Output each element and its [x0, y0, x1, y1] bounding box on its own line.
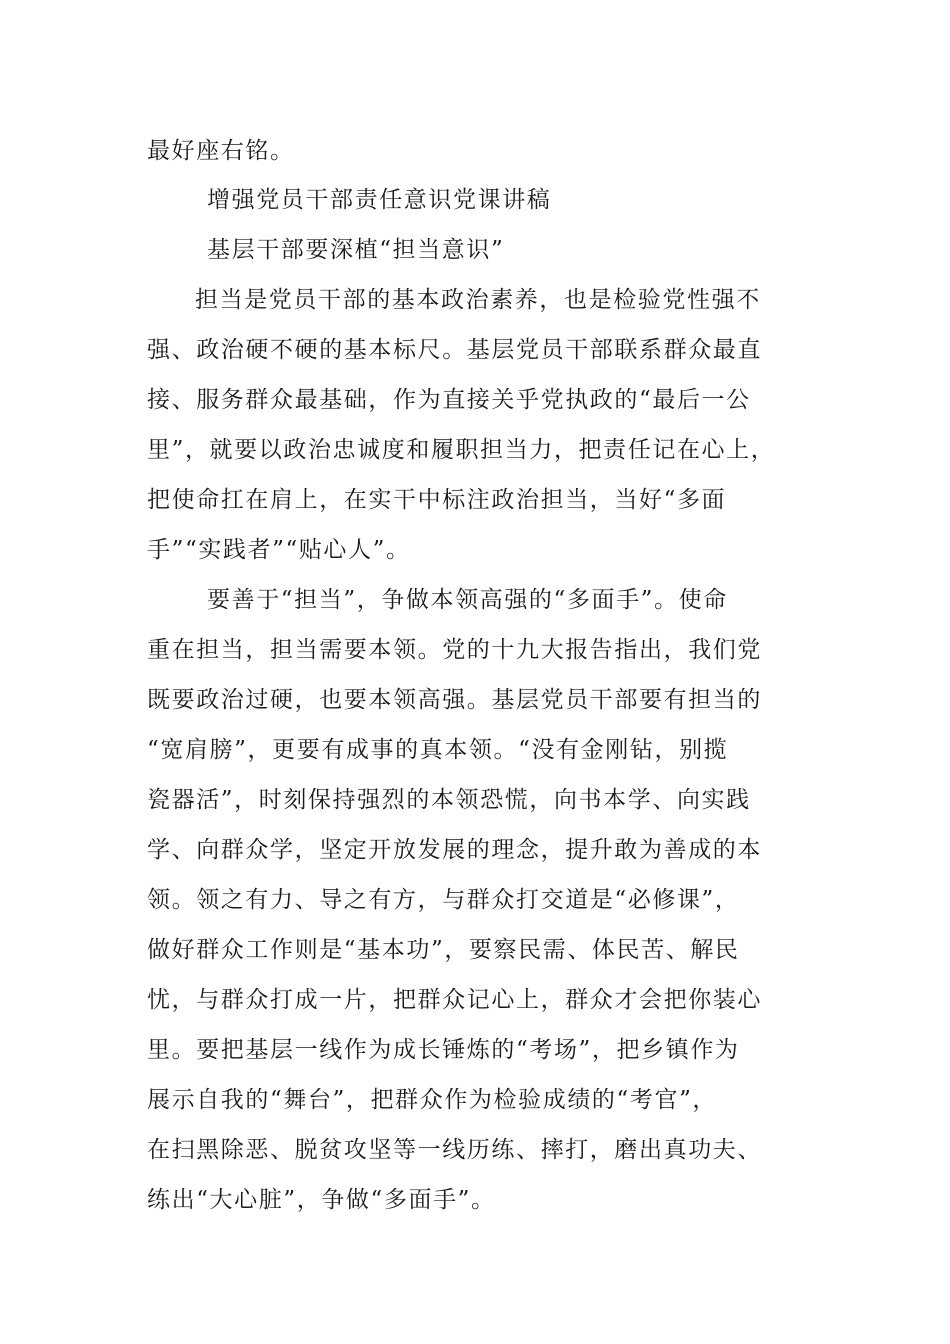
text-line-18: 忧，与群众打成一片，把群众记心上，群众才会把你装心	[147, 987, 762, 1013]
text-line-4: 担当是党员干部的基本政治素养，也是检验党性强不	[195, 287, 761, 313]
text-line-20: 展示自我的“舞台”，把群众作为检验成绩的“考官”，	[147, 1087, 718, 1113]
text-line-1: 最好座右铭。	[147, 138, 295, 164]
text-line-19: 里。要把基层一线作为成长锤炼的“考场”，把乡镇作为	[147, 1037, 740, 1063]
text-line-5: 强、政治硬不硬的基本标尺。基层党员干部联系群众最直	[147, 337, 762, 363]
lecture-title: 增强党员干部责任意识党课讲稿	[207, 187, 552, 213]
section-heading: 基层干部要深植“担当意识”	[207, 237, 505, 263]
text-line-22: 练出“大心脏”，争做“多面手”。	[147, 1187, 496, 1213]
text-line-9: 手”“实践者”“贴心人”。	[147, 537, 411, 563]
text-line-21: 在扫黑除恶、脱贫攻坚等一线历练、摔打，磨出真功夫、	[147, 1137, 762, 1163]
text-line-11: 重在担当，担当需要本领。党的十九大报告指出，我们党	[147, 637, 762, 663]
text-line-16: 领。领之有力、导之有方，与群众打交道是“必修课”，	[147, 887, 740, 913]
text-line-14: 瓷器活”，时刻保持强烈的本领恐慌，向书本学、向实践	[147, 787, 751, 813]
text-line-17: 做好群众工作则是“基本功”，要察民需、体民苦、解民	[147, 937, 740, 963]
text-line-10: 要善于“担当”，争做本领高强的“多面手”。使命	[207, 587, 728, 613]
text-line-12: 既要政治过硬，也要本领高强。基层党员干部要有担当的	[147, 687, 762, 713]
text-line-6: 接、服务群众最基础，作为直接关乎党执政的“最后一公	[147, 387, 751, 413]
text-line-13: “宽肩膀”，更要有成事的真本领。“没有金刚钻，别揽	[147, 737, 729, 763]
text-line-15: 学、向群众学，坚定开放发展的理念，提升敢为善成的本	[147, 837, 762, 863]
text-line-8: 把使命扛在肩上，在实干中标注政治担当，当好“多面	[147, 487, 727, 513]
text-line-7: 里”，就要以政治忠诚度和履职担当力，把责任记在心上，	[147, 437, 776, 463]
